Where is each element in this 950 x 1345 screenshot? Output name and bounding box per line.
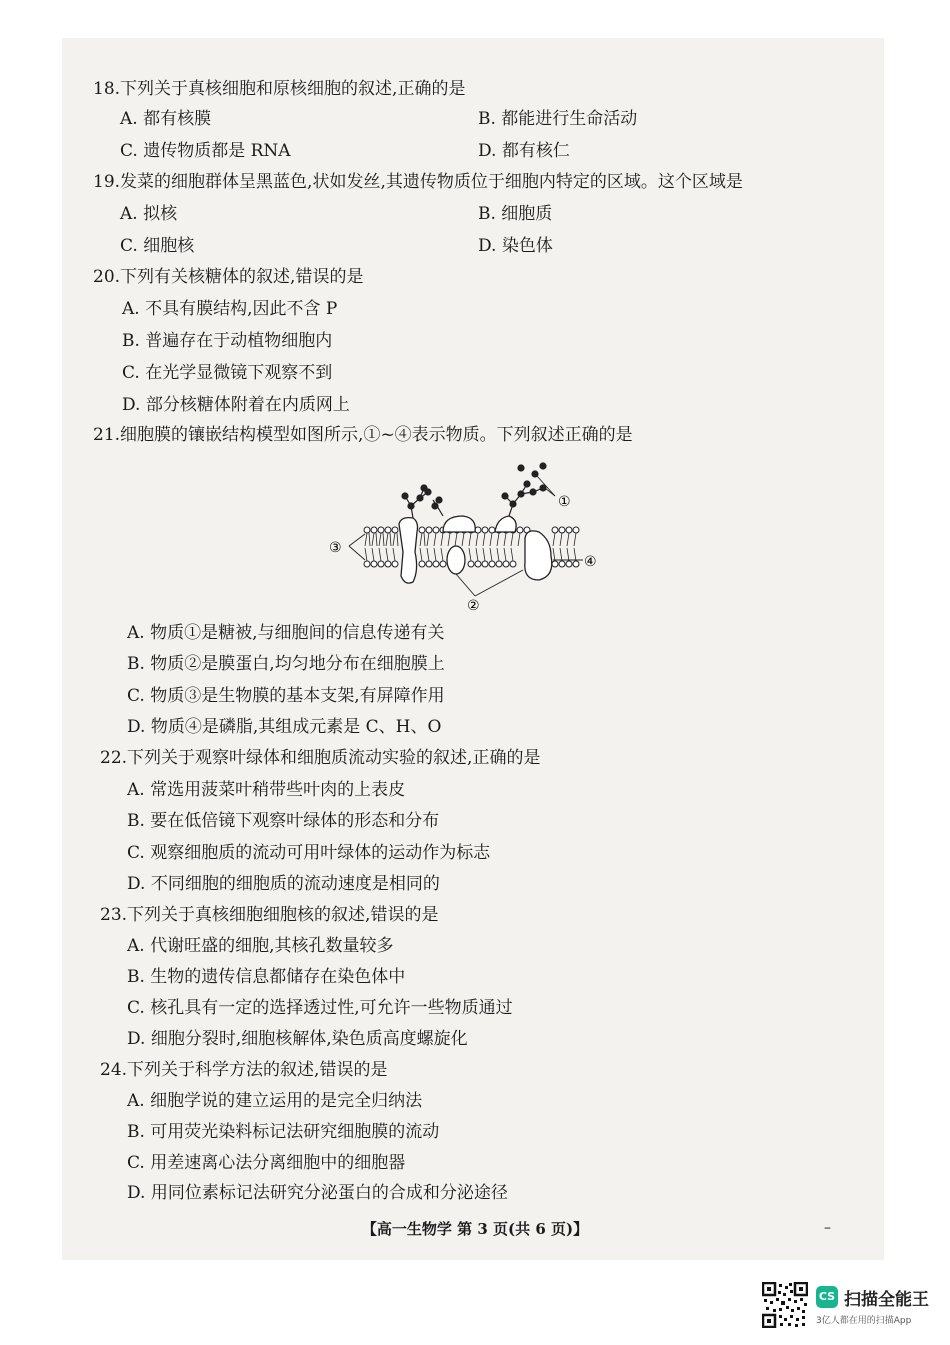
question-20-option-b: B. 普遍存在于动植物细胞内 xyxy=(122,331,333,351)
question-19-stem: 19.发菜的细胞群体呈黑蓝色,状如发丝,其遗传物质位于细胞内特定的区域。这个区域是 xyxy=(93,172,743,192)
question-21-option-b: B. 物质②是膜蛋白,均匀地分布在细胞膜上 xyxy=(127,654,445,674)
question-22-option-b: B. 要在低倍镜下观察叶绿体的形态和分布 xyxy=(127,811,440,831)
question-24-option-d: D. 用同位素标记法研究分泌蛋白的合成和分泌途径 xyxy=(127,1183,508,1203)
question-19-option-d: D. 染色体 xyxy=(478,236,553,256)
question-19-option-a: A. 拟核 xyxy=(120,204,178,224)
question-18-stem: 18.下列关于真核细胞和原核细胞的叙述,正确的是 xyxy=(93,79,466,99)
question-22-stem: 22.下列关于观察叶绿体和细胞质流动实验的叙述,正确的是 xyxy=(100,748,541,768)
label-2: ② xyxy=(467,598,480,614)
label-1: ① xyxy=(558,494,571,510)
surface-protein-top xyxy=(443,516,475,532)
question-23-option-c: C. 核孔具有一定的选择透过性,可允许一些物质通过 xyxy=(127,998,513,1018)
question-22-option-a: A. 常选用菠菜叶稍带些叶肉的上表皮 xyxy=(127,780,406,800)
question-21-option-a: A. 物质①是糖被,与细胞间的信息传递有关 xyxy=(127,623,445,643)
question-23-option-b: B. 生物的遗传信息都储存在染色体中 xyxy=(127,967,406,987)
surface-protein-right xyxy=(495,516,516,532)
question-24-stem: 24.下列关于科学方法的叙述,错误的是 xyxy=(100,1060,388,1080)
question-20-option-a: A. 不具有膜结构,因此不含 P xyxy=(122,299,338,319)
question-24-option-a: A. 细胞学说的建立运用的是完全归纳法 xyxy=(127,1091,423,1111)
qr-code-icon xyxy=(762,1282,808,1328)
question-21-option-d: D. 物质④是磷脂,其组成元素是 C、H、O xyxy=(127,717,442,737)
question-19-option-b: B. 细胞质 xyxy=(478,204,553,224)
question-22-option-c: C. 观察细胞质的流动可用叶绿体的运动作为标志 xyxy=(127,843,491,863)
cell-membrane-figure xyxy=(325,452,615,622)
question-22-option-d: D. 不同细胞的细胞质的流动速度是相同的 xyxy=(127,874,440,894)
brand-tagline: 3亿人都在用的扫描App xyxy=(816,1316,912,1326)
leader-lines xyxy=(349,476,583,596)
question-23-option-d: D. 细胞分裂时,细胞核解体,染色质高度螺旋化 xyxy=(127,1029,468,1049)
question-23-stem: 23.下列关于真核细胞细胞核的叙述,错误的是 xyxy=(100,905,439,925)
camscanner-logo-icon: CS xyxy=(816,1286,838,1308)
label-4: ④ xyxy=(584,554,597,570)
question-20-option-c: C. 在光学显微镜下观察不到 xyxy=(122,363,333,383)
question-24-option-c: C. 用差速离心法分离细胞中的细胞器 xyxy=(127,1153,406,1173)
large-transmembrane-protein xyxy=(525,531,552,580)
transmembrane-protein xyxy=(399,518,418,584)
label-3: ③ xyxy=(329,540,342,556)
question-23-option-a: A. 代谢旺盛的细胞,其核孔数量较多 xyxy=(127,936,394,956)
footer-dash: – xyxy=(824,1220,831,1236)
question-19-option-c: C. 细胞核 xyxy=(120,236,195,256)
question-20-stem: 20.下列有关核糖体的叙述,错误的是 xyxy=(93,267,364,287)
question-18-option-c: C. 遗传物质都是 RNA xyxy=(120,141,291,161)
page-footer: 【高一生物学 第 3 页(共 6 页)】 xyxy=(361,1220,589,1238)
scanner-watermark xyxy=(762,1282,942,1332)
question-21-option-c: C. 物质③是生物膜的基本支架,有屏障作用 xyxy=(127,686,445,706)
embedded-protein-inner xyxy=(447,546,465,574)
question-18-option-b: B. 都能进行生命活动 xyxy=(478,109,638,129)
glycocalyx-chains xyxy=(402,463,546,518)
question-21-stem: 21.细胞膜的镶嵌结构模型如图所示,①~④表示物质。下列叙述正确的是 xyxy=(93,425,633,445)
question-18-option-a: A. 都有核膜 xyxy=(120,109,212,129)
question-20-option-d: D. 部分核糖体附着在内质网上 xyxy=(122,395,350,415)
brand-name: 扫描全能王 xyxy=(844,1290,929,1310)
question-18-option-d: D. 都有核仁 xyxy=(478,141,570,161)
question-24-option-b: B. 可用荧光染料标记法研究细胞膜的流动 xyxy=(127,1122,440,1142)
